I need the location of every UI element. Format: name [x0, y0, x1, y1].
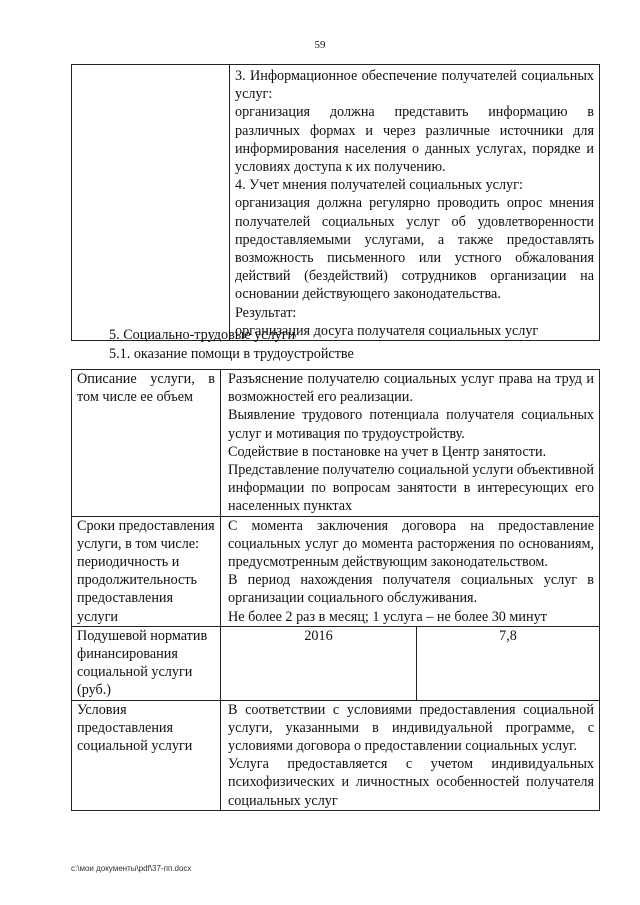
paragraph: Содействие в постановке на учет в Центр занятости. [228, 443, 547, 460]
empty-label-cell [72, 65, 230, 341]
paragraph: С момента заключения договора на предоставление социальных услуг до момента расторжения по основаниям, предусмотренным действующим законодательством. [228, 517, 594, 571]
footer-file-path: c:\мои документы\pdf\37-пп.docx [71, 864, 192, 873]
item3-title: 3. Информационное обеспечение получателей социальных услуг: [234, 68, 594, 103]
section-title: 5. Социально-трудовые услуги [109, 327, 296, 343]
subsection-title: 5.1. оказание помощи в трудоустройстве [109, 346, 354, 362]
continuation-table [71, 64, 600, 341]
paragraph: Разъяснение получателю социальных услуг права на труд и возможностей его реализации. [228, 371, 594, 406]
page-number: 59 [314, 39, 326, 51]
section-headings [109, 326, 354, 364]
row-label: Сроки предоставления услуги, в том числе: периодичность и продолжительность предоставления услуги [72, 516, 221, 626]
result-label: Результат: [234, 304, 297, 321]
item3-text: организация должна представить информацию в различных формах и через различные источники для информирования населения о данных услугах, порядке и условиях доступа к их получению. [234, 104, 594, 176]
paragraph: В период нахождения получателя социальных услуг в организации социального обслуживания. [228, 572, 594, 607]
table-row [72, 370, 600, 517]
row-label: Подушевой норматив финансирования социальной услуги (руб.) [72, 626, 221, 700]
row-content [221, 700, 600, 810]
table-row [72, 626, 600, 700]
row-content [221, 516, 600, 626]
paragraph: Представление получателю социальной услуги объективной информации по вопросам занятости в интересующих его населенных пунктах [228, 462, 594, 515]
service-table [71, 369, 600, 811]
table-row [72, 516, 600, 626]
paragraph: Не более 2 раз в месяц; 1 услуга – не более 30 минут [228, 608, 547, 625]
paragraph: Выявление трудового потенциала получателя социальных услуг и мотивация по трудоустройству. [228, 407, 594, 442]
row-label: Условия предоставления социальной услуги [72, 700, 221, 810]
financing-year: 2016 [221, 626, 417, 700]
paragraph: Услуга предоставляется с учетом индивидуальных психофизических и личностных особенностей получателя социальных услуг [228, 756, 594, 809]
row-label: Описание услуги, в том числе ее объем [72, 370, 221, 517]
quality-text-cell [229, 65, 599, 341]
table-row [72, 700, 600, 810]
row-content [221, 370, 600, 517]
paragraph: В соответствии с условиями предоставления социальной услуги, указанными в индивидуальной программе, с условиями договора о предоставлении социальных услуг. [228, 701, 594, 755]
financing-value: 7,8 [417, 626, 600, 700]
item4-text: организация должна регулярно проводить опрос мнения получателей социальных услуг об удовлетворенности предоставляемыми услугами, а также предоставлять возможность письменного или устного обжалования действий (бездействий) сотрудников организации на основании действующего законодательства. [234, 195, 594, 303]
item4-title: 4. Учет мнения получателей социальных услуг: [234, 177, 523, 194]
result-text: организация досуга получателя социальных услуг [234, 322, 539, 339]
